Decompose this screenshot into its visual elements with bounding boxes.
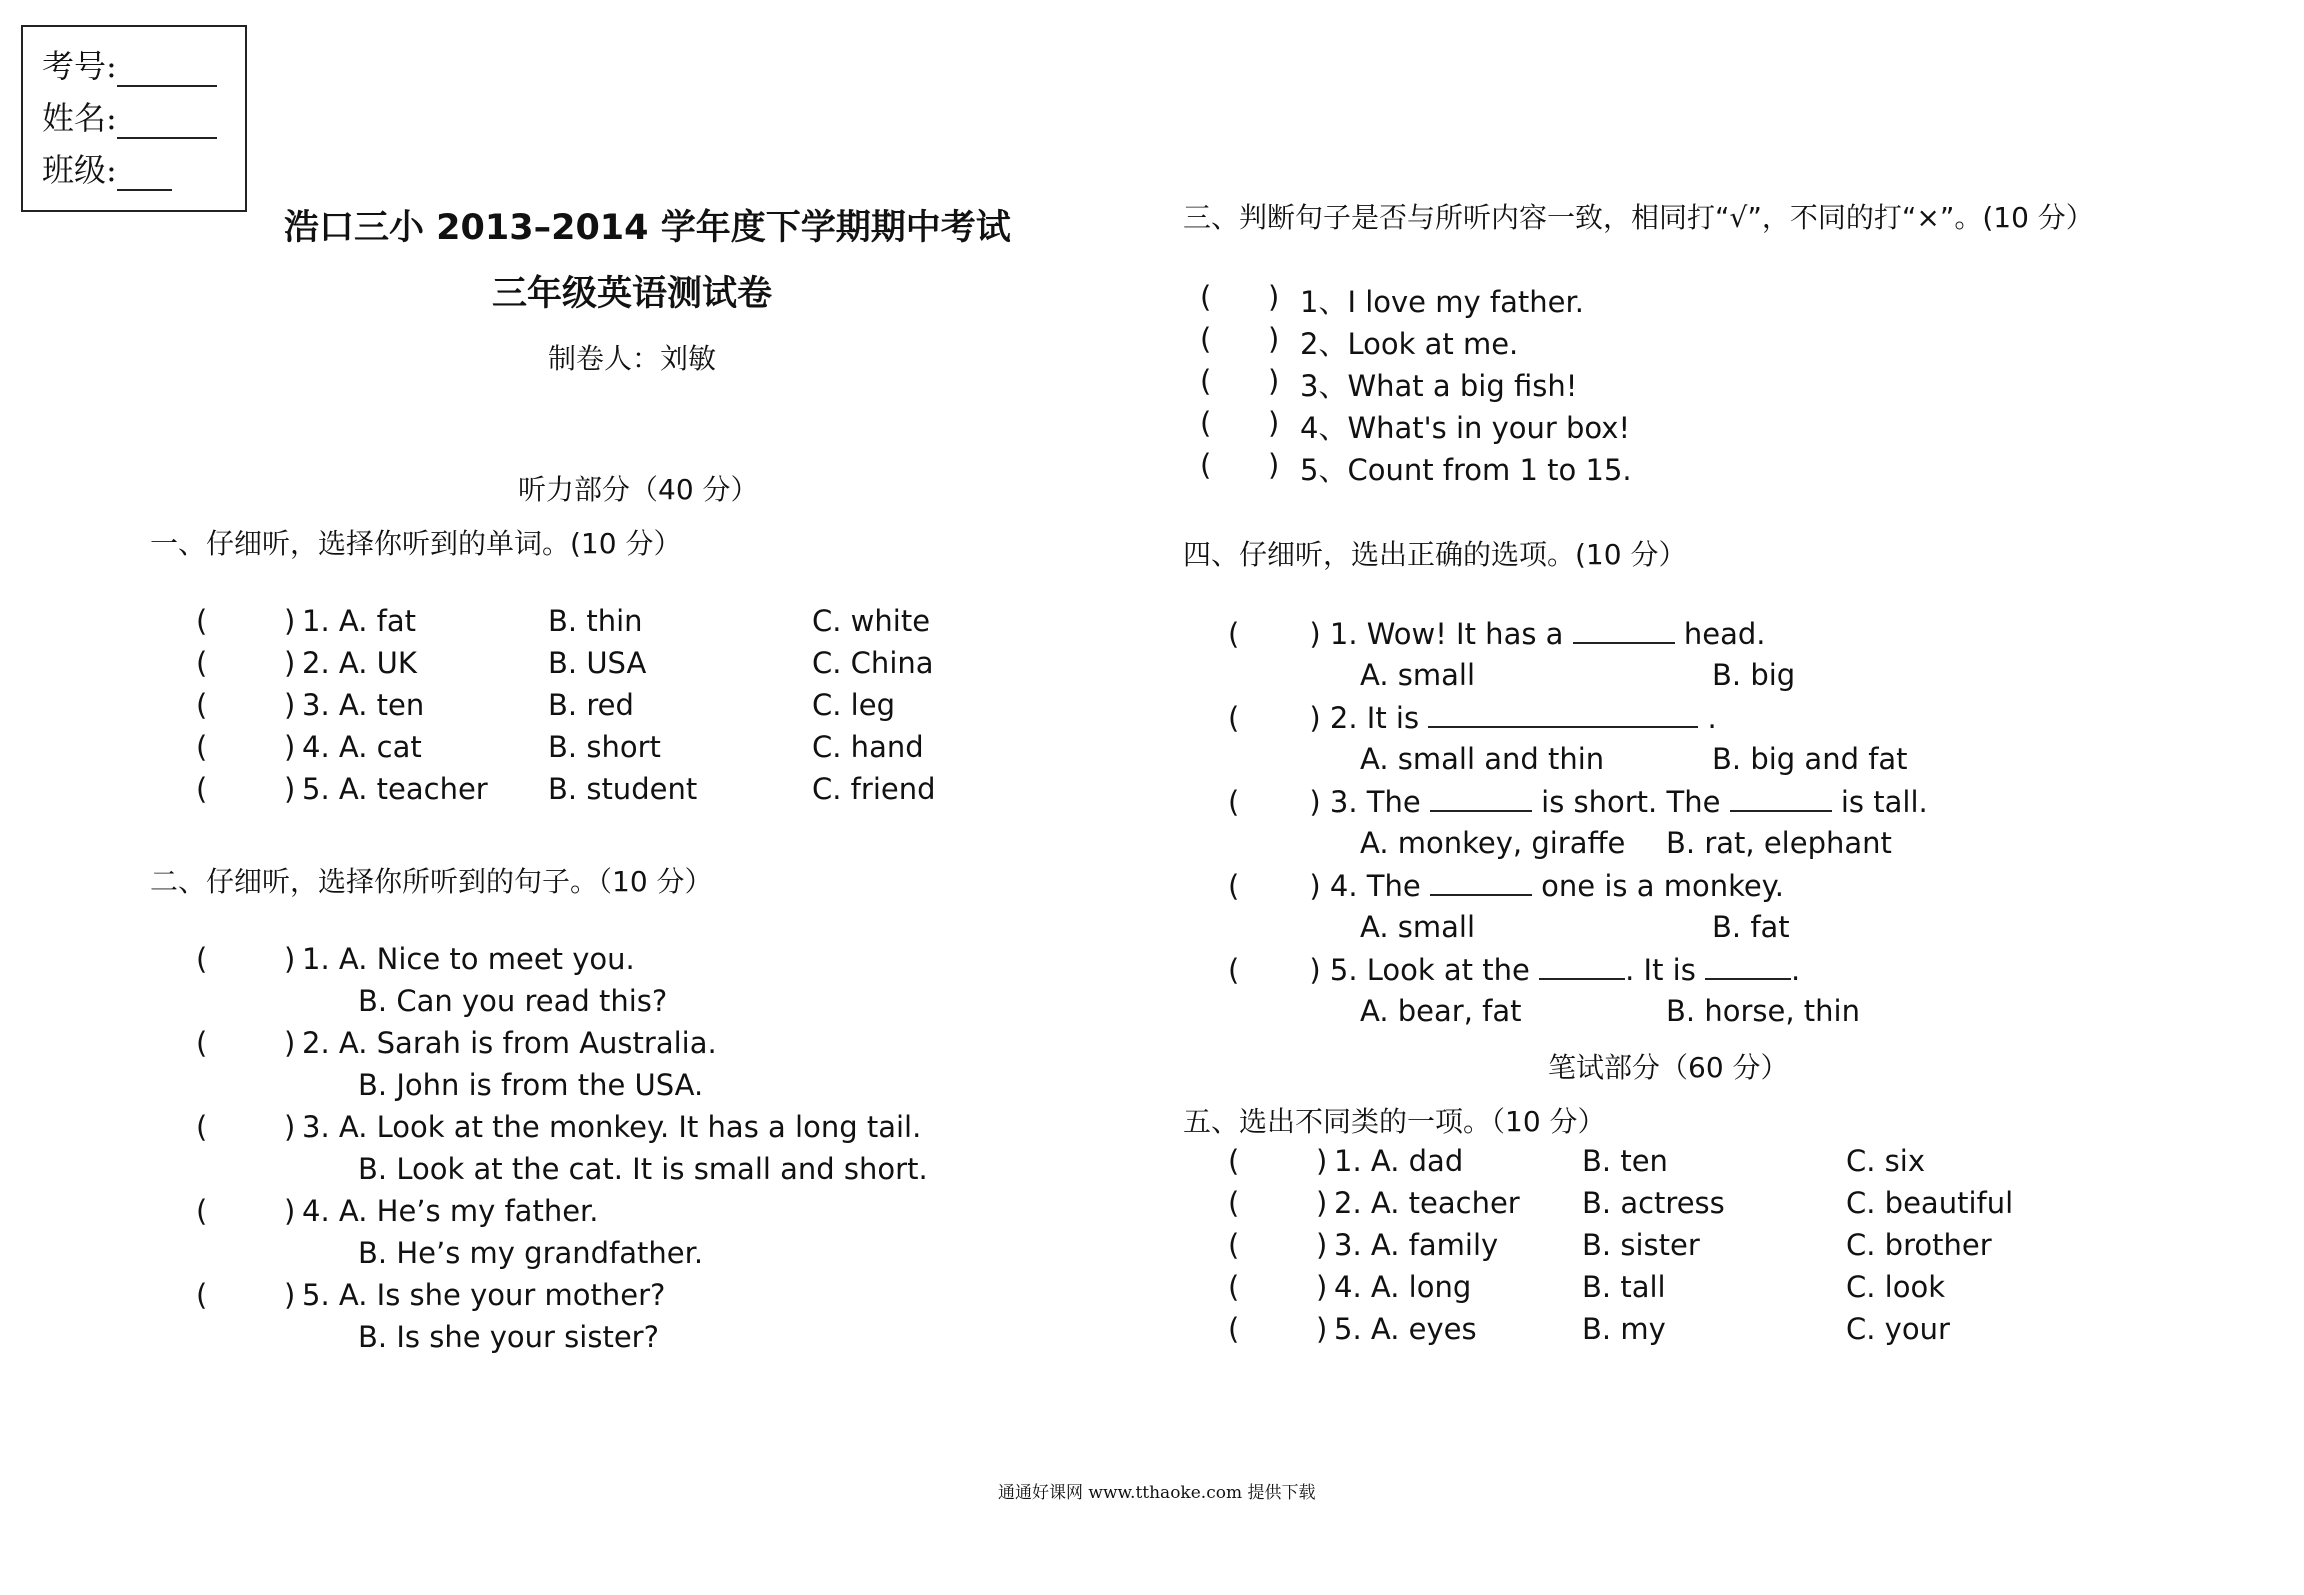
s4-q5-option-b: B. horse, thin: [1666, 994, 1860, 1028]
s3-q2-sentence: 2、Look at me.: [1300, 327, 1519, 361]
s5-q1-option-a: 1. A. dad: [1334, 1144, 1464, 1178]
s2-q2-paren-close: ): [284, 1026, 296, 1060]
s5-q5-option-b: B. my: [1582, 1312, 1666, 1346]
s3-q1-sentence: 1、I love my father.: [1300, 285, 1584, 319]
s3-q5-paren-close: ): [1268, 448, 1280, 482]
class-blank[interactable]: [117, 157, 172, 191]
s2-q3-option-b: B. Look at the cat. It is small and short.: [358, 1152, 928, 1186]
s2-q1-paren-close: ): [284, 942, 296, 976]
s3-q5-sentence: 5、Count from 1 to 15.: [1300, 453, 1632, 487]
s3-q4-paren-open: (: [1200, 406, 1212, 440]
s1-q1-option-c: C. white: [812, 604, 931, 638]
s1-q1-option-b: B. thin: [548, 604, 643, 638]
s2-q4-paren-close: ): [284, 1194, 296, 1228]
s2-q4-paren-open: (: [196, 1194, 208, 1228]
s2-q1-paren-open: (: [196, 942, 208, 976]
s2-q3-paren-open: (: [196, 1110, 208, 1144]
author-line: 制卷人：刘敏: [548, 342, 717, 375]
student-info-box: [21, 25, 247, 212]
exam-title: 浩口三小 2013–2014 学年度下学期期中考试: [284, 208, 1011, 248]
s1-q3-paren-open: (: [196, 688, 208, 722]
s1-q3-paren-close: ): [284, 688, 296, 722]
section-2-title: 二、仔细听，选择你所听到的句子。（10 分）: [150, 865, 713, 898]
s4-q5-option-a: A. bear, fat: [1360, 994, 1522, 1028]
s5-q2-paren-close: ): [1316, 1186, 1328, 1220]
s2-q2-option-b: B. John is from the USA.: [358, 1068, 704, 1102]
s1-q3-option-c: C. leg: [812, 688, 895, 722]
s1-q5-option-a: 5. A. teacher: [302, 772, 488, 806]
s5-q1-option-b: B. ten: [1582, 1144, 1668, 1178]
s3-q4-sentence: 4、What's in your box!: [1300, 411, 1631, 445]
s4-q2-option-a: A. small and thin: [1360, 742, 1605, 776]
s5-q2-option-c: C. beautiful: [1846, 1186, 2014, 1220]
section-4-title: 四、仔细听，选出正确的选项。(10 分）: [1183, 538, 1687, 571]
s2-q3-paren-close: ): [284, 1110, 296, 1144]
s5-q1-option-c: C. six: [1846, 1144, 1926, 1178]
s4-q2: ( ) 2. It is .: [1228, 701, 1717, 735]
s5-q2-option-b: B. actress: [1582, 1186, 1725, 1220]
listening-section-title: 听力部分（40 分）: [518, 473, 759, 506]
s1-q4-option-b: B. short: [548, 730, 661, 764]
s5-q4-option-b: B. tall: [1582, 1270, 1666, 1304]
s1-q4-paren-close: ): [284, 730, 296, 764]
s1-q3-option-a: 3. A. ten: [302, 688, 425, 722]
s1-q5-paren-open: (: [196, 772, 208, 806]
s1-q2-option-a: 2. A. UK: [302, 646, 417, 680]
s4-q5-blank-2[interactable]: [1705, 952, 1791, 980]
s3-q1-paren-open: (: [1200, 280, 1212, 314]
s1-q1-option-a: 1. A. fat: [302, 604, 417, 638]
s1-q2-option-b: B. USA: [548, 646, 647, 680]
s2-q2-paren-open: (: [196, 1026, 208, 1060]
s5-q3-option-a: 3. A. family: [1334, 1228, 1499, 1262]
s4-q1-option-a: A. small: [1360, 658, 1476, 692]
s4-q3-option-b: B. rat, elephant: [1666, 826, 1892, 860]
section-5-title: 五、选出不同类的一项。（10 分）: [1183, 1105, 1606, 1138]
s5-q4-option-a: 4. A. long: [1334, 1270, 1472, 1304]
name-line: [42, 93, 217, 139]
s5-q4-option-c: C. look: [1846, 1270, 1946, 1304]
exam-subtitle: 三年级英语测试卷: [492, 274, 773, 314]
name-blank[interactable]: [117, 105, 217, 139]
section-3-title: 三、判断句子是否与所听内容一致，相同打“√”，不同的打“×”。(10 分）: [1183, 201, 2094, 234]
s1-q2-option-c: C. China: [812, 646, 934, 680]
s2-q4-option-b: B. He’s my grandfather.: [358, 1236, 704, 1270]
s4-q5-blank-1[interactable]: [1539, 952, 1625, 980]
written-section-title: 笔试部分（60 分）: [1548, 1051, 1789, 1084]
s3-q2-paren-open: (: [1200, 322, 1212, 356]
s1-q1-paren-open: (: [196, 604, 208, 638]
s5-q5-paren-close: ): [1316, 1312, 1328, 1346]
s4-q5: ( ) 5. Look at the . It is .: [1228, 953, 1801, 987]
s4-q1-option-b: B. big: [1712, 658, 1796, 692]
s4-q4-blank[interactable]: [1430, 868, 1532, 896]
s5-q3-option-b: B. sister: [1582, 1228, 1700, 1262]
s4-q1-blank[interactable]: [1573, 616, 1675, 644]
footer-credit: 通通好课网 www.tthaoke.com 提供下载: [998, 1483, 1316, 1503]
s2-q1-option-b: B. Can you read this?: [358, 984, 668, 1018]
s1-q4-option-a: 4. A. cat: [302, 730, 422, 764]
section-1-title: 一、仔细听，选择你听到的单词。(10 分）: [150, 527, 682, 560]
s4-q3: ( ) 3. The is short. The is tall.: [1228, 785, 1928, 819]
s4-q2-blank[interactable]: [1428, 700, 1698, 728]
s1-q4-paren-open: (: [196, 730, 208, 764]
s5-q2-option-a: 2. A. teacher: [1334, 1186, 1520, 1220]
s4-q4-option-b: B. fat: [1712, 910, 1790, 944]
s5-q2-paren-open: (: [1228, 1186, 1240, 1220]
s1-q2-paren-close: ): [284, 646, 296, 680]
class-line: [42, 145, 172, 191]
s1-q4-option-c: C. hand: [812, 730, 924, 764]
s3-q4-paren-close: ): [1268, 406, 1280, 440]
s5-q4-paren-open: (: [1228, 1270, 1240, 1304]
s4-q1: ( ) 1. Wow! It has a head.: [1228, 617, 1766, 651]
s2-q5-paren-close: ): [284, 1278, 296, 1312]
s5-q3-paren-open: (: [1228, 1228, 1240, 1262]
name-label: 姓名:: [42, 99, 117, 137]
s5-q5-paren-open: (: [1228, 1312, 1240, 1346]
s1-q2-paren-open: (: [196, 646, 208, 680]
s4-q3-blank-2[interactable]: [1730, 784, 1832, 812]
s5-q3-paren-close: ): [1316, 1228, 1328, 1262]
exam-number-blank[interactable]: [117, 53, 217, 87]
s4-q3-option-a: A. monkey, giraffe: [1360, 826, 1626, 860]
s3-q2-paren-close: ): [1268, 322, 1280, 356]
s3-q3-paren-open: (: [1200, 364, 1212, 398]
s2-q2-option-a: 2. A. Sarah is from Australia.: [302, 1026, 717, 1060]
s2-q5-option-b: B. Is she your sister?: [358, 1320, 659, 1354]
s4-q3-blank-1[interactable]: [1430, 784, 1532, 812]
s1-q1-paren-close: ): [284, 604, 296, 638]
s4-q4: ( ) 4. The one is a monkey.: [1228, 869, 1784, 903]
s1-q5-paren-close: ): [284, 772, 296, 806]
s2-q4-option-a: 4. A. He’s my father.: [302, 1194, 599, 1228]
s5-q4-paren-close: ): [1316, 1270, 1328, 1304]
s5-q5-option-a: 5. A. eyes: [1334, 1312, 1477, 1346]
s3-q1-paren-close: ): [1268, 280, 1280, 314]
s2-q5-paren-open: (: [196, 1278, 208, 1312]
s1-q5-option-b: B. student: [548, 772, 698, 806]
s5-q5-option-c: C. your: [1846, 1312, 1950, 1346]
s5-q1-paren-close: ): [1316, 1144, 1328, 1178]
s1-q3-option-b: B. red: [548, 688, 634, 722]
class-label: 班级:: [42, 151, 117, 189]
s3-q3-sentence: 3、What a big fish!: [1300, 369, 1578, 403]
exam-number-label: 考号:: [42, 47, 117, 85]
s3-q5-paren-open: (: [1200, 448, 1212, 482]
s1-q5-option-c: C. friend: [812, 772, 936, 806]
s5-q3-option-c: C. brother: [1846, 1228, 1992, 1262]
s2-q5-option-a: 5. A. Is she your mother?: [302, 1278, 666, 1312]
exam-number-line: [42, 41, 217, 87]
s4-q2-option-b: B. big and fat: [1712, 742, 1908, 776]
s4-q4-option-a: A. small: [1360, 910, 1476, 944]
s2-q1-option-a: 1. A. Nice to meet you.: [302, 942, 635, 976]
s5-q1-paren-open: (: [1228, 1144, 1240, 1178]
s2-q3-option-a: 3. A. Look at the monkey. It has a long tail.: [302, 1110, 922, 1144]
s3-q3-paren-close: ): [1268, 364, 1280, 398]
